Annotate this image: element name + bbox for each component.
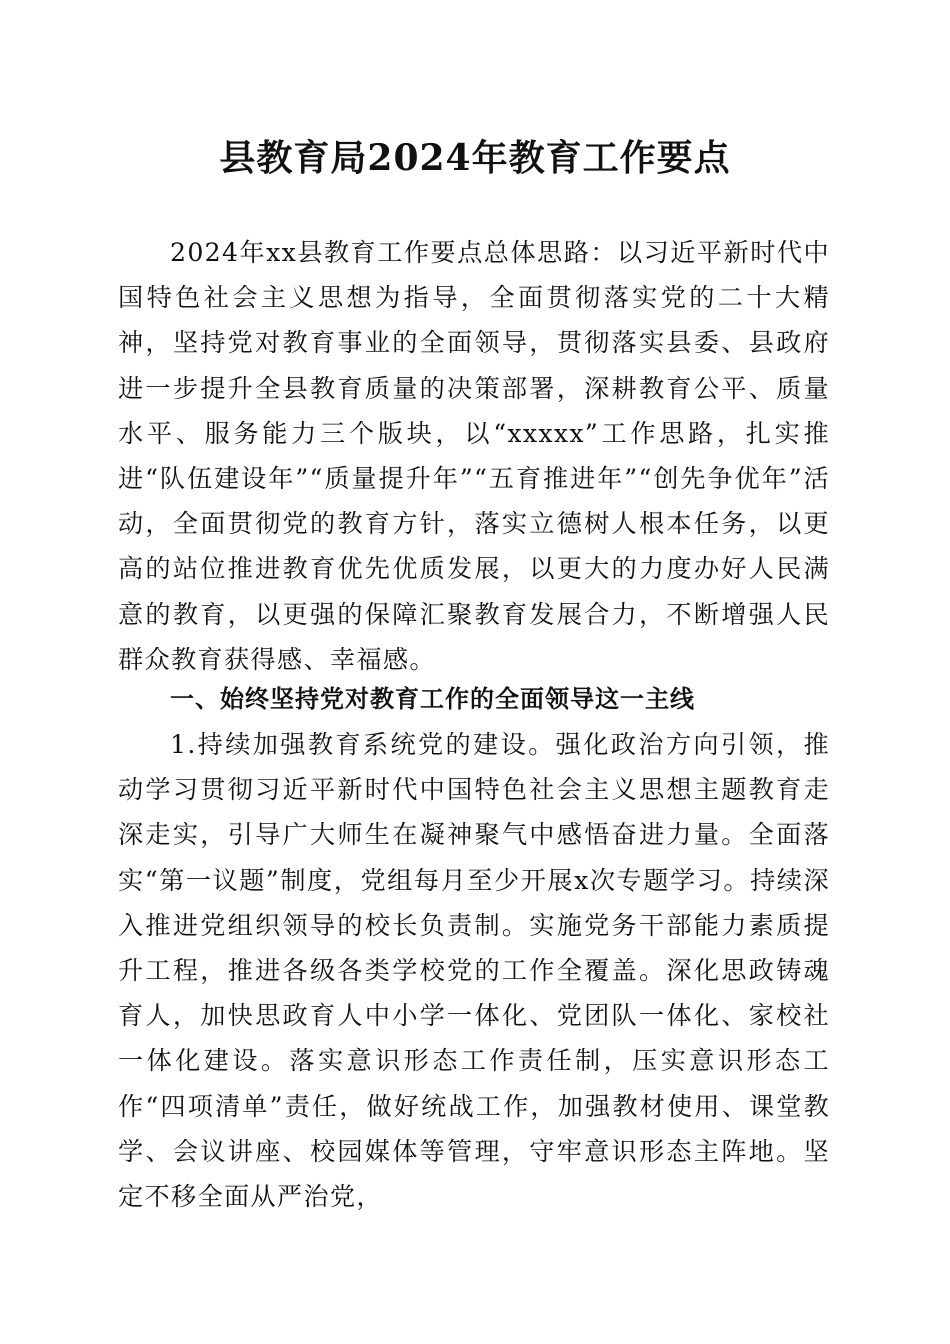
section-heading-1: 一、始终坚持党对教育工作的全面领导这一主线 [170, 685, 695, 713]
section-1-paragraph-1: 1.持续加强教育系统党的建设。强化政治方向引领，推动学习贯彻习近平新时代中国特色社会主义思想主题教育走深走实，引导广大师生在凝神聚气中感悟奋进力量。全面落实“第一议题”制度，党组每月至少开展x次专题学习。持续深入推进党组织领导的校长负责制。实施党务干部能力素质提升工程，推进各级各类学校党的工作全覆盖。深化思政铸魂育人，加快思政育人中小学一体化、党团队一体化、家校社一体化建设。落实意识形态工作责任制，压实意识形态工作“四项清单”责任，做好统战工作，加强教材使用、课堂教学、会议讲座、校园媒体等管理，守牢意识形态主阵地。坚定不移全面从严治党， [118, 730, 830, 1212]
intro-paragraph: 2024年xx县教育工作要点总体思路：以习近平新时代中国特色社会主义思想为指导，全面贯彻落实党的二十大精神，坚持党对教育事业的全面领导，贯彻落实县委、县政府进一步提升全县教育质量的决策部署，深耕教育公平、质量水平、服务能力三个版块，以“xxxxx”工作思路，扎实推进“队伍建设年”“质量提升年”“五育推进年”“创先争优年”活动，全面贯彻党的教育方针，落实立德树人根本任务，以更高的站位推进教育优先优质发展，以更大的力度办好人民满意的教育，以更强的保障汇聚教育发展合力，不断增强人民群众教育获得感、幸福感。 [118, 238, 830, 674]
document-title: 县教育局2024年教育工作要点 [219, 137, 731, 179]
